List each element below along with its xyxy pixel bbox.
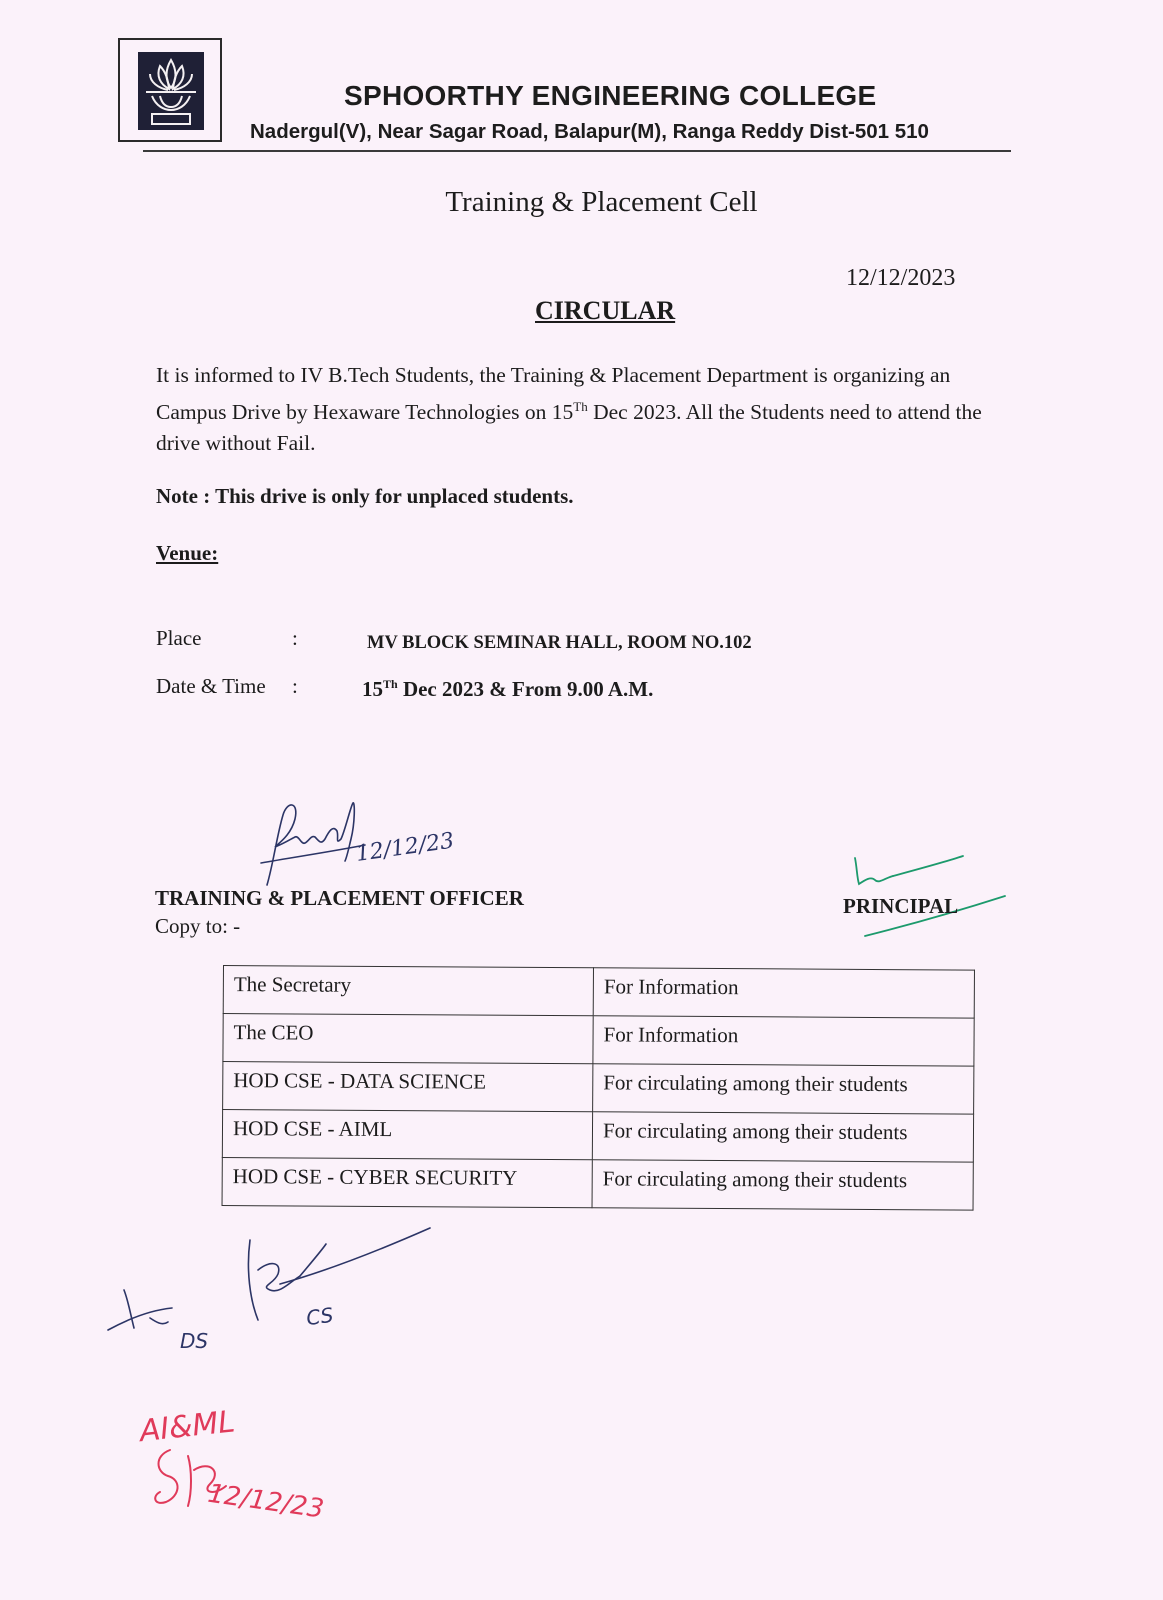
circular-date: 12/12/2023 [846, 265, 956, 291]
table-row [222, 1157, 973, 1210]
body-text-part2: Dec 2023. All the Students need to attend the drive without Fail. [156, 400, 982, 456]
purpose-cell: For circulating among their students [592, 1112, 973, 1162]
table-row [223, 1014, 974, 1067]
purpose-cell: For circulating among their students [593, 1064, 974, 1114]
officer-signature-date: 12/12/23 [354, 828, 456, 867]
datetime-rest: Dec 2023 & From 9.00 A.M. [397, 677, 654, 701]
body-text-part1: It is informed to IV B.Tech Students, the Training & Placement Department is organizing an Campus Drive by Hexaware Technologies on 15 [156, 363, 951, 425]
college-name: SPHOORTHY ENGINEERING COLLEGE [344, 80, 877, 111]
table-row [223, 1062, 974, 1115]
table-row [223, 966, 974, 1019]
principal-title: PRINCIPAL [843, 894, 959, 918]
recipient-cell: HOD CSE - AIML [222, 1110, 592, 1160]
purpose-cell: For Information [593, 968, 974, 1018]
circular-heading: CIRCULAR [535, 296, 676, 325]
recipient-cell: HOD CSE - CYBER SECURITY [222, 1157, 592, 1207]
hod-acknowledgement-signatures [100, 1210, 460, 1380]
lotus-emblem-icon [138, 52, 204, 130]
recipient-cell: The Secretary [223, 966, 593, 1016]
cs-annotation: CS [304, 1302, 335, 1331]
note-text: Note : This drive is only for unplaced students. [156, 484, 574, 508]
header-divider [143, 150, 1011, 152]
college-logo [118, 38, 222, 142]
place-colon: : [292, 626, 298, 650]
ds-annotation: DS [180, 1329, 209, 1353]
datetime-label: Date & Time [156, 674, 266, 698]
college-address: Nadergul(V), Near Sagar Road, Balapur(M), Ranga Reddy Dist-501 510 [250, 120, 929, 143]
datetime-colon: : [292, 674, 298, 698]
circular-body [156, 360, 991, 459]
body-superscript: Th [573, 399, 588, 414]
copy-to-label: Copy to: - [155, 914, 241, 938]
department-title: Training & Placement Cell [445, 186, 758, 218]
datetime-day: 15 [362, 677, 383, 701]
place-label: Place [156, 626, 202, 650]
purpose-cell: For Information [593, 1016, 974, 1066]
datetime-superscript: Th [383, 677, 398, 691]
aiml-annotation: AI&ML [138, 1404, 237, 1450]
officer-title: TRAINING & PLACEMENT OFFICER [155, 886, 524, 910]
aiml-date: 12/12/23 [205, 1478, 326, 1525]
copy-to-table [222, 965, 975, 1211]
table-row [222, 1110, 973, 1163]
aiml-acknowledgement-signature [130, 1400, 330, 1530]
officer-signature [255, 795, 455, 895]
recipient-cell: The CEO [223, 1014, 593, 1064]
place-value: MV BLOCK SEMINAR HALL, ROOM NO.102 [367, 633, 752, 653]
recipient-cell: HOD CSE - DATA SCIENCE [223, 1062, 593, 1112]
venue-heading: Venue: [156, 541, 219, 565]
purpose-cell: For circulating among their students [592, 1160, 973, 1210]
datetime-value [362, 677, 653, 702]
